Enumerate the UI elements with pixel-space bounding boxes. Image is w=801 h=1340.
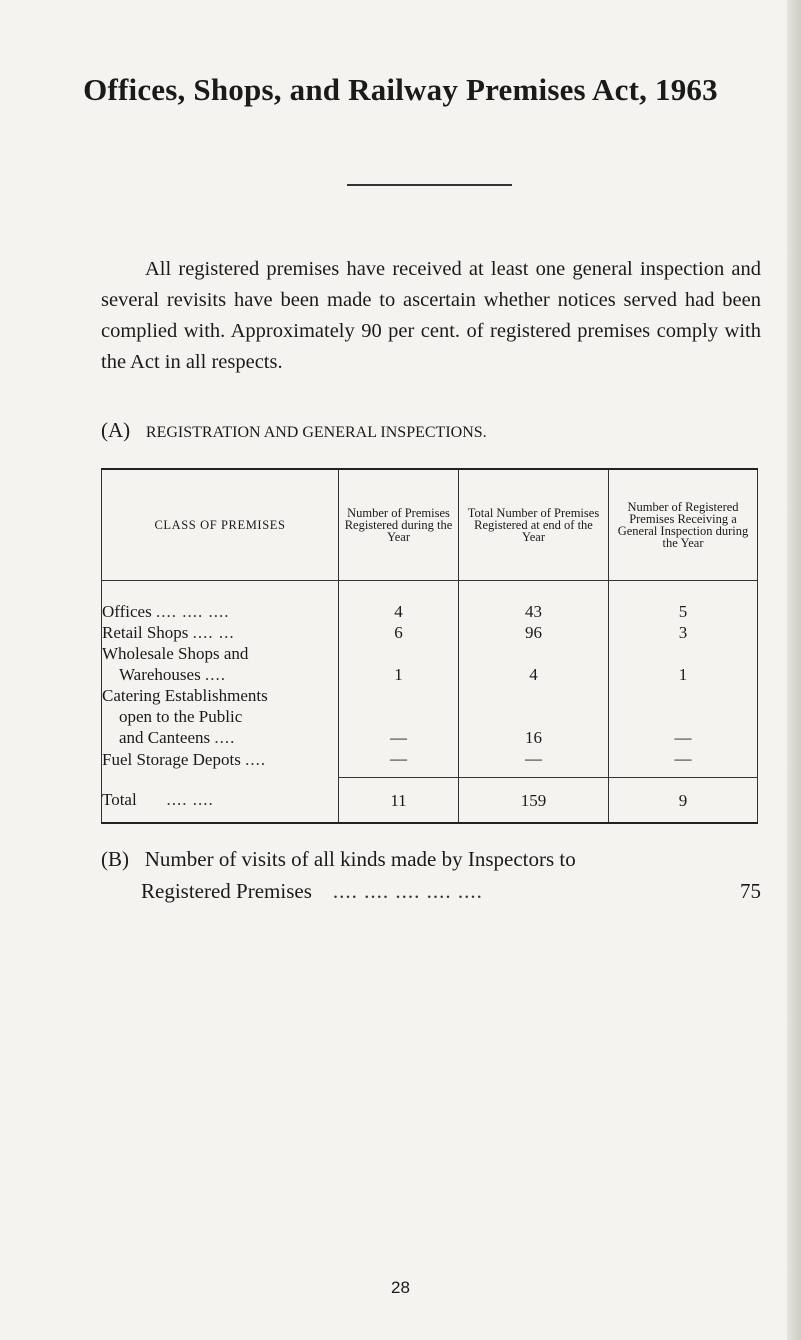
header-registered: Number of Premises Registered during the Year bbox=[339, 469, 459, 581]
row-label: Retail Shops .... ... bbox=[102, 622, 339, 643]
table-row bbox=[102, 581, 758, 623]
section-b bbox=[101, 843, 761, 907]
total-label: Total .... .... bbox=[102, 778, 339, 824]
section-b-prefix: (B) bbox=[101, 847, 129, 871]
row-total: 4 bbox=[459, 643, 609, 685]
row-inspected: — bbox=[674, 728, 692, 747]
page-number: 28 bbox=[391, 1278, 410, 1297]
row-inspected: 3 bbox=[678, 623, 688, 642]
title-divider bbox=[347, 184, 512, 186]
row-inspected: — bbox=[674, 749, 692, 768]
row-label: Offices .... .... .... bbox=[102, 581, 339, 623]
table-row bbox=[102, 685, 758, 748]
row-inspected: 1 bbox=[678, 665, 688, 684]
row-registered: — bbox=[339, 748, 459, 778]
table-row bbox=[102, 748, 758, 778]
intro-paragraph: All registered premises have received at least one general inspection and several revisits have been made to ascertain whether notices served had been complied with. Approximately 90 per cent. of registered premises comply with the Act in all respects. bbox=[101, 258, 761, 373]
row-registered: — bbox=[339, 685, 459, 748]
row-registered: 4 bbox=[339, 581, 459, 623]
section-b-line1: (B) Number of visits of all kinds made by Inspectors to bbox=[101, 847, 576, 871]
section-a-heading bbox=[101, 418, 487, 443]
header-class: CLASS OF PREMISES bbox=[102, 469, 339, 581]
table-header-row bbox=[102, 469, 758, 581]
header-inspected: Number of Registered Premises Receiving a General Inspection during the Year bbox=[609, 469, 758, 581]
row-total: — bbox=[459, 748, 609, 778]
row-registered: 1 bbox=[339, 643, 459, 685]
table-row bbox=[102, 643, 758, 685]
total-inspected: 9 bbox=[609, 778, 758, 824]
page-title: Offices, Shops, and Railway Premises Act, 1963 bbox=[83, 72, 718, 107]
total-registered: 11 bbox=[339, 778, 459, 824]
visits-value: 75 bbox=[740, 879, 761, 903]
section-a-prefix: (A) bbox=[101, 418, 131, 442]
section-b-line2: Registered Premises .... .... .... .... .... 75 bbox=[101, 875, 761, 907]
row-total: 16 bbox=[459, 685, 609, 748]
total-row bbox=[102, 778, 758, 824]
row-registered: 6 bbox=[339, 622, 459, 643]
row-label: Wholesale Shops and Warehouses .... bbox=[102, 643, 339, 685]
row-label: Fuel Storage Depots .... bbox=[102, 748, 339, 778]
row-total: 96 bbox=[459, 622, 609, 643]
page-edge-shadow bbox=[787, 0, 801, 1340]
row-inspected: 5 bbox=[678, 602, 688, 621]
table-row bbox=[102, 622, 758, 643]
row-label: Catering Establishments open to the Public and Canteens .... bbox=[102, 685, 339, 748]
total-total: 159 bbox=[459, 778, 609, 824]
registration-table bbox=[101, 468, 758, 824]
header-total: Total Number of Premises Registered at end of the Year bbox=[459, 469, 609, 581]
row-total: 43 bbox=[459, 581, 609, 623]
section-a-title: REGISTRATION AND GENERAL INSPECTIONS. bbox=[145, 424, 487, 441]
